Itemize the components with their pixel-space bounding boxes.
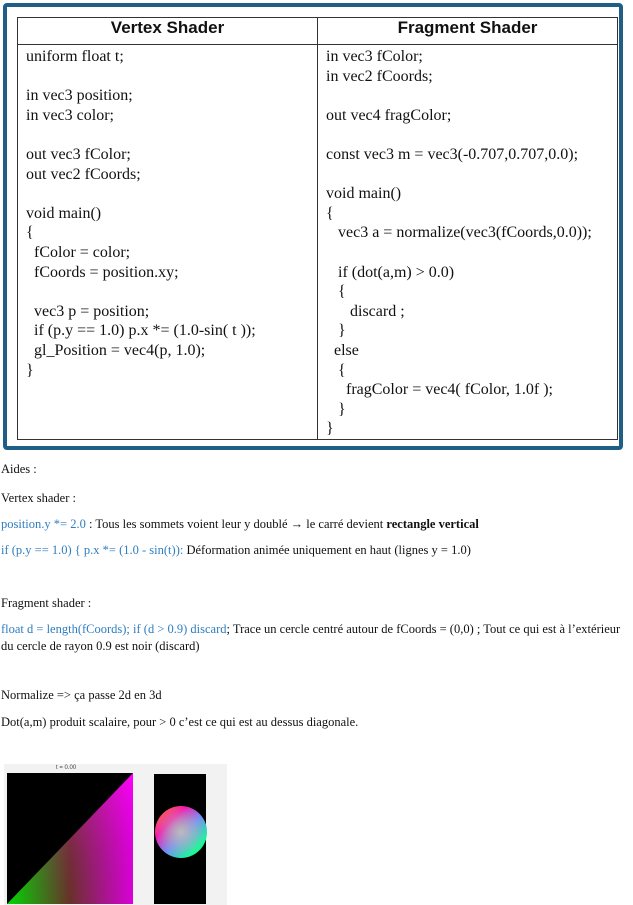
fragment-shader-code: [318, 45, 618, 440]
code-line: in vec2 fCoords;: [326, 67, 433, 85]
vertex-notes-heading: Vertex shader :: [1, 491, 76, 505]
code-line: {: [326, 361, 346, 379]
code-line: vec3 p = position;: [26, 302, 150, 320]
vertex-shader-code: [18, 45, 318, 440]
code-line: vec3 a = normalize(vec3(fCoords,0.0));: [326, 224, 592, 242]
time-label: t = 0.00: [56, 765, 77, 771]
code-line: {: [326, 283, 346, 301]
code-line: [26, 184, 317, 204]
render-thumbnails: [4, 764, 227, 905]
render-preview-image: [4, 764, 227, 905]
code-line: [26, 67, 317, 87]
code-line: out vec2 fCoords;: [26, 165, 141, 183]
code-line: out vec3 fColor;: [26, 145, 131, 163]
code-line: else: [326, 341, 359, 359]
note-dot-product: Dot(a,m) produit scalaire, pour > 0 c’est ce qui est au dessus diagonale.: [1, 715, 359, 729]
header-vertex-shader: Vertex Shader: [18, 18, 318, 45]
code-line: }: [26, 361, 34, 379]
code-line: void main(): [26, 204, 102, 222]
code-line: in vec3 color;: [26, 106, 114, 124]
code-line: const vec3 m = vec3(-0.707,0.707,0.0);: [326, 145, 579, 163]
aides-heading: Aides :: [1, 462, 37, 476]
code-line: discard ;: [326, 302, 405, 320]
code-line: [326, 86, 617, 106]
note-text: Déformation animée uniquement en haut (lignes y = 1.0): [183, 543, 471, 557]
code-line: }: [326, 400, 346, 418]
code-line: in vec3 fColor;: [326, 48, 423, 65]
code-line: fCoords = position.xy;: [26, 263, 179, 281]
note-position-doubled: [1, 517, 479, 532]
note-circle: [1, 621, 621, 655]
note-code: float d = length(fCoords); if (d > 0.9) discard: [1, 622, 227, 636]
fragment-notes-heading: Fragment shader :: [1, 596, 92, 610]
note-bold: rectangle vertical: [386, 517, 479, 531]
code-line: fColor = color;: [26, 243, 131, 261]
code-line: [326, 243, 617, 263]
code-line: [26, 282, 317, 302]
code-line: fragColor = vec4( fColor, 1.0f );: [326, 381, 553, 399]
code-line: [326, 165, 617, 185]
code-line: in vec3 position;: [26, 87, 133, 105]
code-line: if (dot(a,m) > 0.0): [326, 263, 455, 281]
code-line: {: [26, 224, 34, 242]
header-fragment-shader: Fragment Shader: [318, 18, 618, 45]
code-line: [326, 125, 617, 145]
note-code: if (p.y == 1.0) { p.x *= (1.0 - sin(t)):: [1, 543, 184, 557]
note-code: position.y *= 2.0: [1, 517, 86, 531]
note-text: : Tous les sommets voient leur y doublé → le carré devient: [85, 517, 387, 531]
code-line: {: [326, 204, 334, 222]
code-line: void main(): [326, 185, 402, 203]
code-line: out vec4 fragColor;: [326, 106, 452, 124]
code-line: }: [326, 322, 346, 340]
note-normalize: Normalize => ça passe 2d en 3d: [1, 688, 162, 702]
code-line: }: [326, 420, 334, 438]
code-line: [26, 125, 317, 145]
shader-table-frame: [3, 3, 623, 450]
shader-table: [17, 17, 618, 440]
code-line: uniform float t;: [26, 48, 124, 65]
code-line: if (p.y == 1.0) p.x *= (1.0-sin( t ));: [26, 322, 256, 340]
code-line: gl_Position = vec4(p, 1.0);: [26, 341, 206, 359]
note-text: ; Trace un cercle centré autour de fCoords = (0,0) ; Tout ce qui est à l’extérieur du cercle de rayon 0.9 est noir (discard): [1, 622, 621, 653]
note-deformation: [1, 543, 471, 558]
